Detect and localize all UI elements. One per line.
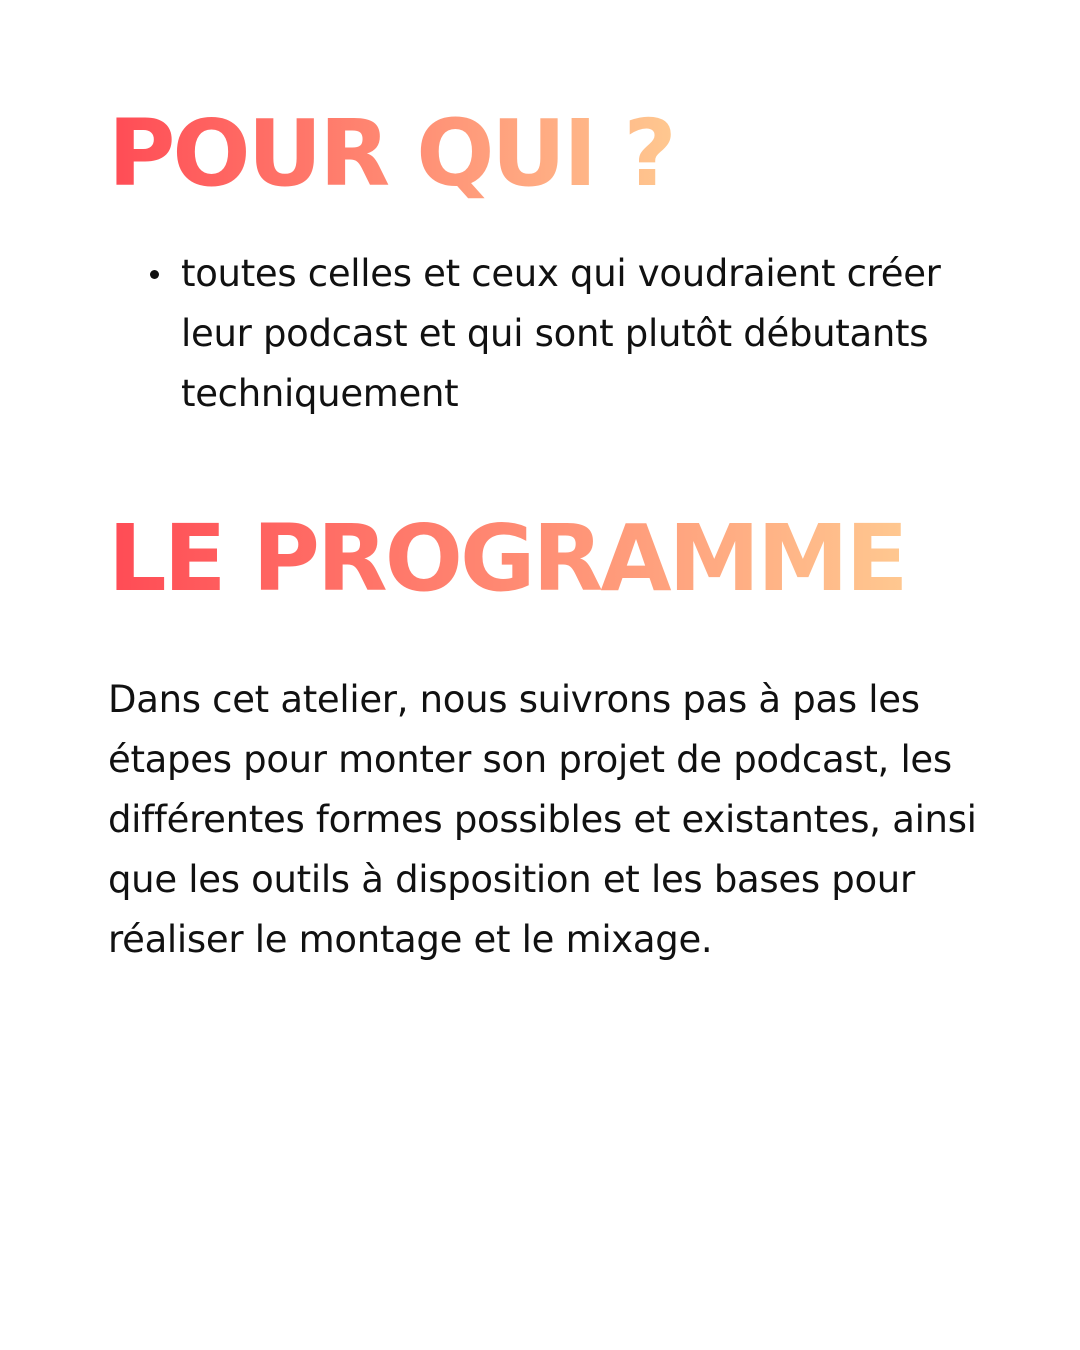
- list-item-text: toutes celles et ceux qui voudraient créer leur podcast et qui sont plutôt débutants techniquement: [181, 252, 941, 415]
- audience-list: [146, 244, 966, 424]
- bullet-dot-icon: [150, 270, 159, 279]
- section-title-pour-qui: POUR QUI ?: [108, 100, 674, 207]
- list-item: [146, 244, 966, 424]
- section-title-programme: LE PROGRAMME: [108, 505, 906, 612]
- program-description: Dans cet atelier, nous suivrons pas à pas les étapes pour monter son projet de podcast, les différentes formes possibles et existantes, ainsi que les outils à disposition et les bases pour réaliser le montage et le mixage.: [108, 678, 977, 961]
